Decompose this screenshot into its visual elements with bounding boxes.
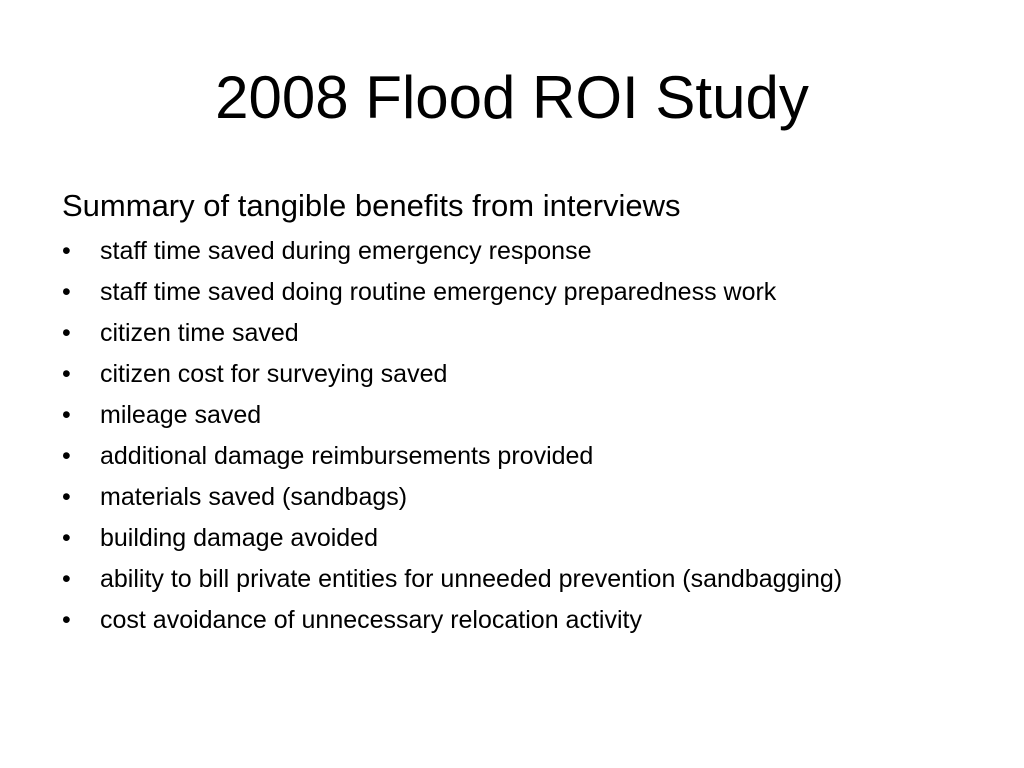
bullet-text: ability to bill private entities for unneeded prevention (sandbagging)	[100, 565, 843, 593]
bullet-text: citizen cost for surveying saved	[100, 360, 448, 388]
bullet-text: citizen time saved	[100, 319, 299, 347]
slide-subtitle: Summary of tangible benefits from interviews	[62, 188, 681, 223]
bullet-dot-icon: •	[62, 483, 71, 511]
bullet-text: staff time saved during emergency response	[100, 237, 592, 265]
bullet-text: building damage avoided	[100, 524, 378, 552]
bullet-text: additional damage reimbursements provided	[100, 442, 594, 470]
bullet-text: mileage saved	[100, 401, 262, 429]
bullet-dot-icon: •	[62, 401, 71, 429]
bullet-text: materials saved (sandbags)	[100, 483, 408, 511]
bullet-dot-icon: •	[62, 319, 71, 347]
bullet-dot-icon: •	[62, 278, 71, 306]
bullet-text: staff time saved doing routine emergency preparedness work	[100, 278, 777, 306]
bullet-dot-icon: •	[62, 442, 71, 470]
bullet-dot-icon: •	[62, 606, 71, 634]
bullet-dot-icon: •	[62, 237, 71, 265]
bullet-dot-icon: •	[62, 524, 71, 552]
bullet-text: cost avoidance of unnecessary relocation activity	[100, 606, 642, 634]
slide-title: 2008 Flood ROI Study	[215, 64, 809, 131]
bullet-dot-icon: •	[62, 360, 71, 388]
bullet-dot-icon: •	[62, 565, 71, 593]
